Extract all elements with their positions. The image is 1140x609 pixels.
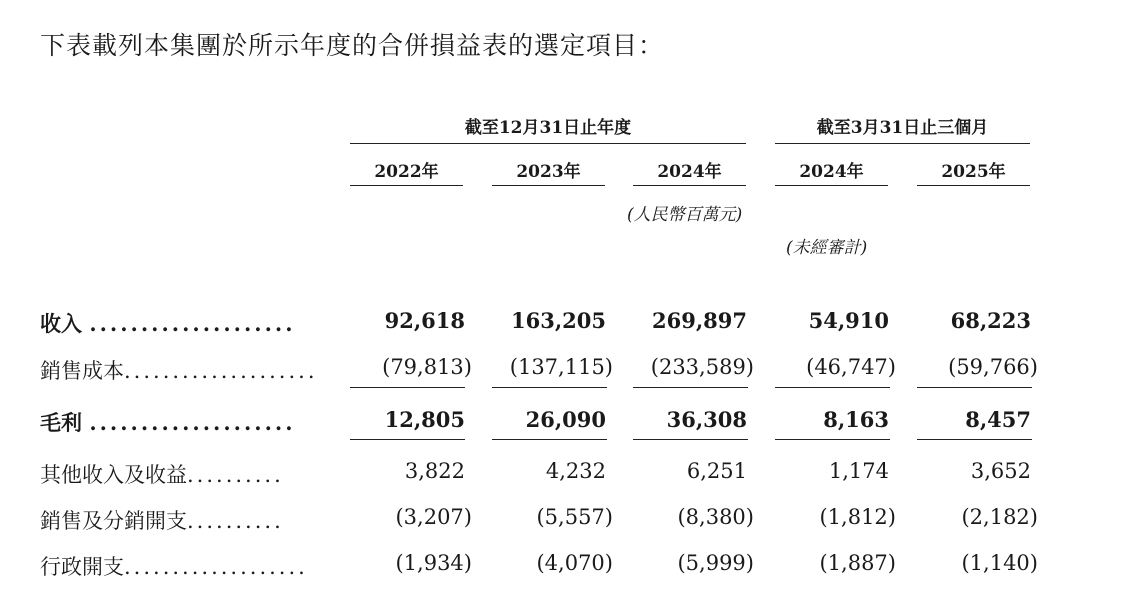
subtotal-rule: [775, 387, 890, 388]
table-cell: (8,380): [677, 505, 754, 529]
table-cell: 4,232: [545, 459, 606, 483]
subtotal-rule: [917, 439, 1032, 440]
table-cell: 3,822: [404, 459, 465, 483]
table-cell: (79,813): [382, 355, 472, 379]
subtotal-rule: [492, 439, 607, 440]
table-cell: (59,766): [948, 355, 1038, 379]
subtotal-rule: [350, 439, 465, 440]
table-cell: 1,174: [828, 459, 889, 483]
row-label-admin-expenses: 行政開支...................: [40, 555, 308, 579]
subtotal-rule: [917, 387, 1032, 388]
year-header-2024-q1: 2024年: [775, 157, 888, 186]
table-cell: 3,652: [970, 459, 1031, 483]
table-cell: (1,140): [961, 551, 1038, 575]
table-cell: 12,805: [384, 407, 465, 432]
table-cell: (137,115): [509, 355, 613, 379]
row-label-gross-profit: 毛利 ....................: [40, 410, 296, 435]
row-label-selling-distribution: 銷售及分銷開支..........: [40, 509, 284, 533]
intro-text: 下表載列本集團於所示年度的合併損益表的選定項目：: [40, 31, 665, 60]
table-cell: 8,457: [965, 407, 1031, 432]
row-label-other-income: 其他收入及收益..........: [40, 463, 284, 487]
table-cell: 6,251: [686, 459, 747, 483]
header-annual-period: 截至12月31日止年度: [350, 113, 746, 144]
table-cell: 163,205: [511, 308, 606, 333]
subtotal-rule: [350, 387, 465, 388]
year-header-2023: 2023年: [492, 157, 605, 186]
table-cell: (233,589): [650, 355, 754, 379]
year-header-2022: 2022年: [350, 157, 463, 186]
table-cell: 68,223: [950, 308, 1031, 333]
row-label-revenue: 收入 ....................: [40, 311, 296, 336]
table-cell: (1,934): [395, 551, 472, 575]
header-quarter-period: 截至3月31日止三個月: [775, 113, 1030, 144]
table-cell: (4,070): [536, 551, 613, 575]
subtotal-rule: [492, 387, 607, 388]
year-header-2025-q1: 2025年: [917, 157, 1030, 186]
table-cell: (1,887): [819, 551, 896, 575]
subtotal-rule: [633, 439, 748, 440]
table-cell: (5,557): [536, 505, 613, 529]
table-cell: (46,747): [806, 355, 896, 379]
table-cell: (1,812): [819, 505, 896, 529]
currency-note: (人民幣百萬元): [627, 205, 743, 225]
table-cell: 269,897: [652, 308, 747, 333]
table-cell: (5,999): [677, 551, 754, 575]
table-cell: 36,308: [666, 407, 747, 432]
subtotal-rule: [775, 439, 890, 440]
subtotal-rule: [633, 387, 748, 388]
table-cell: 92,618: [384, 308, 465, 333]
unaudited-note: (未經審計): [786, 238, 868, 258]
table-cell: 8,163: [823, 407, 889, 432]
year-header-2024: 2024年: [633, 157, 746, 186]
row-label-cost-of-sales: 銷售成本....................: [40, 359, 318, 383]
table-cell: (2,182): [961, 505, 1038, 529]
table-cell: 54,910: [808, 308, 889, 333]
table-cell: (3,207): [395, 505, 472, 529]
table-cell: 26,090: [525, 407, 606, 432]
